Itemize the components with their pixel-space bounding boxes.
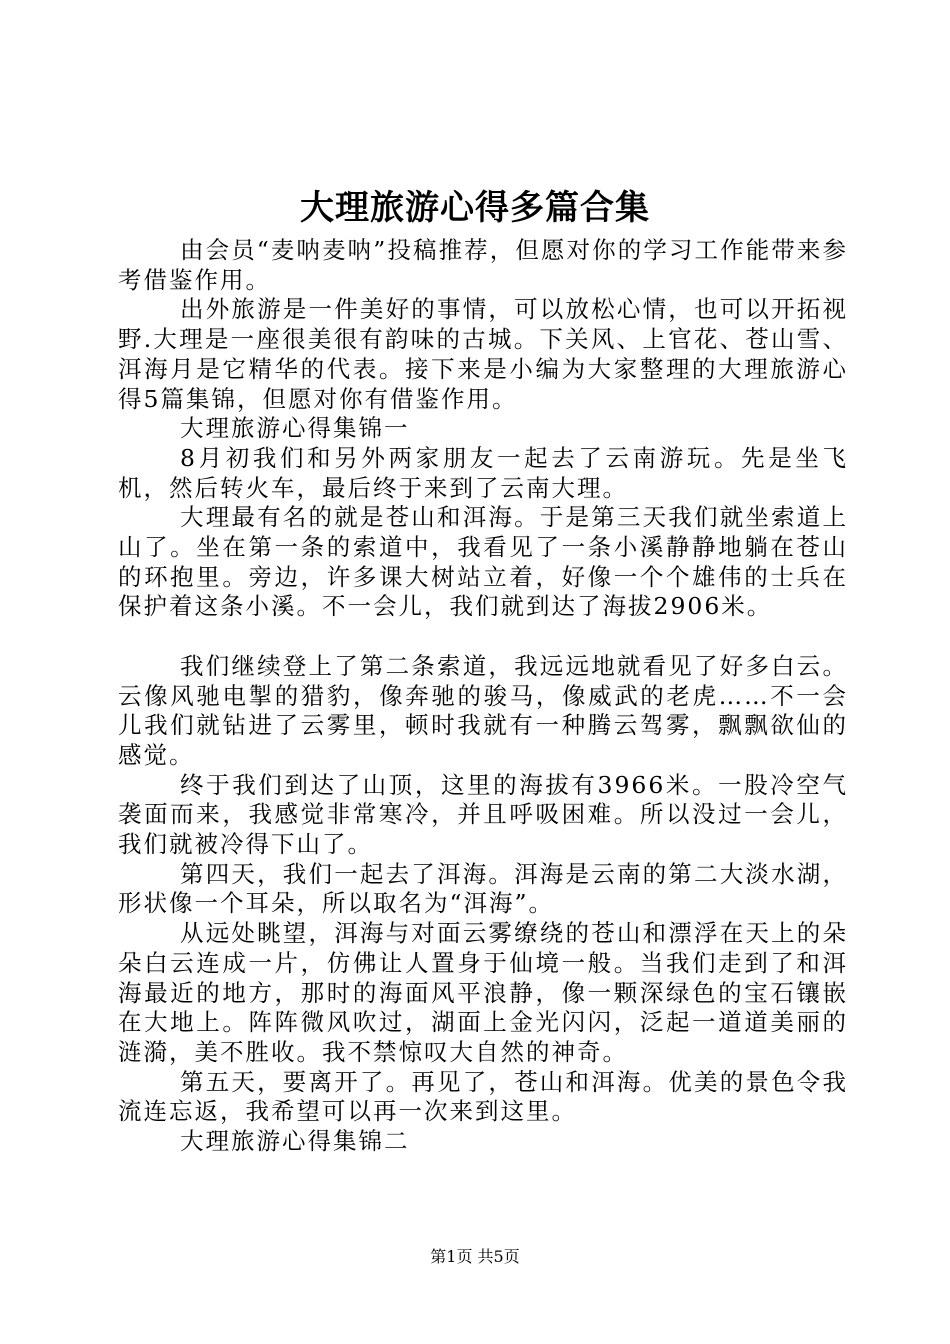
paragraph-erhai-view: 从远处眺望，洱海与对面云雾缭绕的苍山和漂浮在天上的朵朵白云连成一片，仿佛让人置身于仙境一般。当我们走到了和洱海最近的地方，那时的海面风平浪静，像一颗深绿色的宝石镶嵌在大地上。阵阵微风吹过，湖面上金光闪闪，泛起一道道美丽的涟漪，美不胜收。我不禁惊叹大自然的神奇。 — [118, 919, 848, 1066]
document-title: 大理旅游心得多篇合集 — [300, 188, 650, 228]
paragraph-erhai: 第四天，我们一起去了洱海。洱海是云南的第二大淡水湖，形状像一个耳朵，所以取名为“洱海”。 — [118, 859, 848, 918]
paragraph-overview: 出外旅游是一件美好的事情，可以放松心情，也可以开拓视野.大理是一座很美很有韵味的古城。下关风、上官花、苍山雪、洱海月是它精华的代表。接下来是小编为大家整理的大理旅游心得5篇集锦，但愿对你有借鉴作用。 — [118, 295, 848, 413]
paragraph-intro: 由会员“麦呐麦呐”投稿推荐，但愿对你的学习工作能带来参考借鉴作用。 — [118, 236, 848, 294]
paragraph-clouds: 我们继续登上了第二条索道，我远远地就看见了好多白云。云像风驰电掣的猎豹，像奔驰的骏马，像威武的老虎……不一会儿我们就钻进了云雾里，顿时我就有一种腾云驾雾，飘飘欲仙的感觉。 — [118, 651, 848, 769]
section-heading-1: 大理旅游心得集锦一 — [180, 414, 410, 443]
paragraph-farewell: 第五天，要离开了。再见了，苍山和洱海。优美的景色令我流连忘返，我希望可以再一次来到这里。 — [118, 1067, 848, 1126]
document-body — [118, 236, 848, 1157]
paragraph-cangshan: 大理最有名的就是苍山和洱海。于是第三天我们就坐索道上山了。坐在第一条的索道中，我看见了一条小溪静静地躺在苍山的环抱里。旁边，许多课大树站立着，好像一个个雄伟的士兵在保护着这条小溪。不一会儿，我们就到达了海拔2906米。 — [118, 503, 848, 621]
paragraph-summit: 终于我们到达了山顶，这里的海拔有3966米。一股冷空气袭面而来，我感觉非常寒冷，并且呼吸困难。所以没过一会儿，我们就被冷得下山了。 — [118, 770, 848, 859]
section-heading-2: 大理旅游心得集锦二 — [180, 1127, 410, 1156]
page-number-footer: 第1页 共5页 — [430, 1247, 520, 1266]
paragraph-trip-start: 8月初我们和另外两家朋友一起去了云南游玩。先是坐飞机，然后转火车，最后终于来到了云南大理。 — [118, 443, 848, 502]
